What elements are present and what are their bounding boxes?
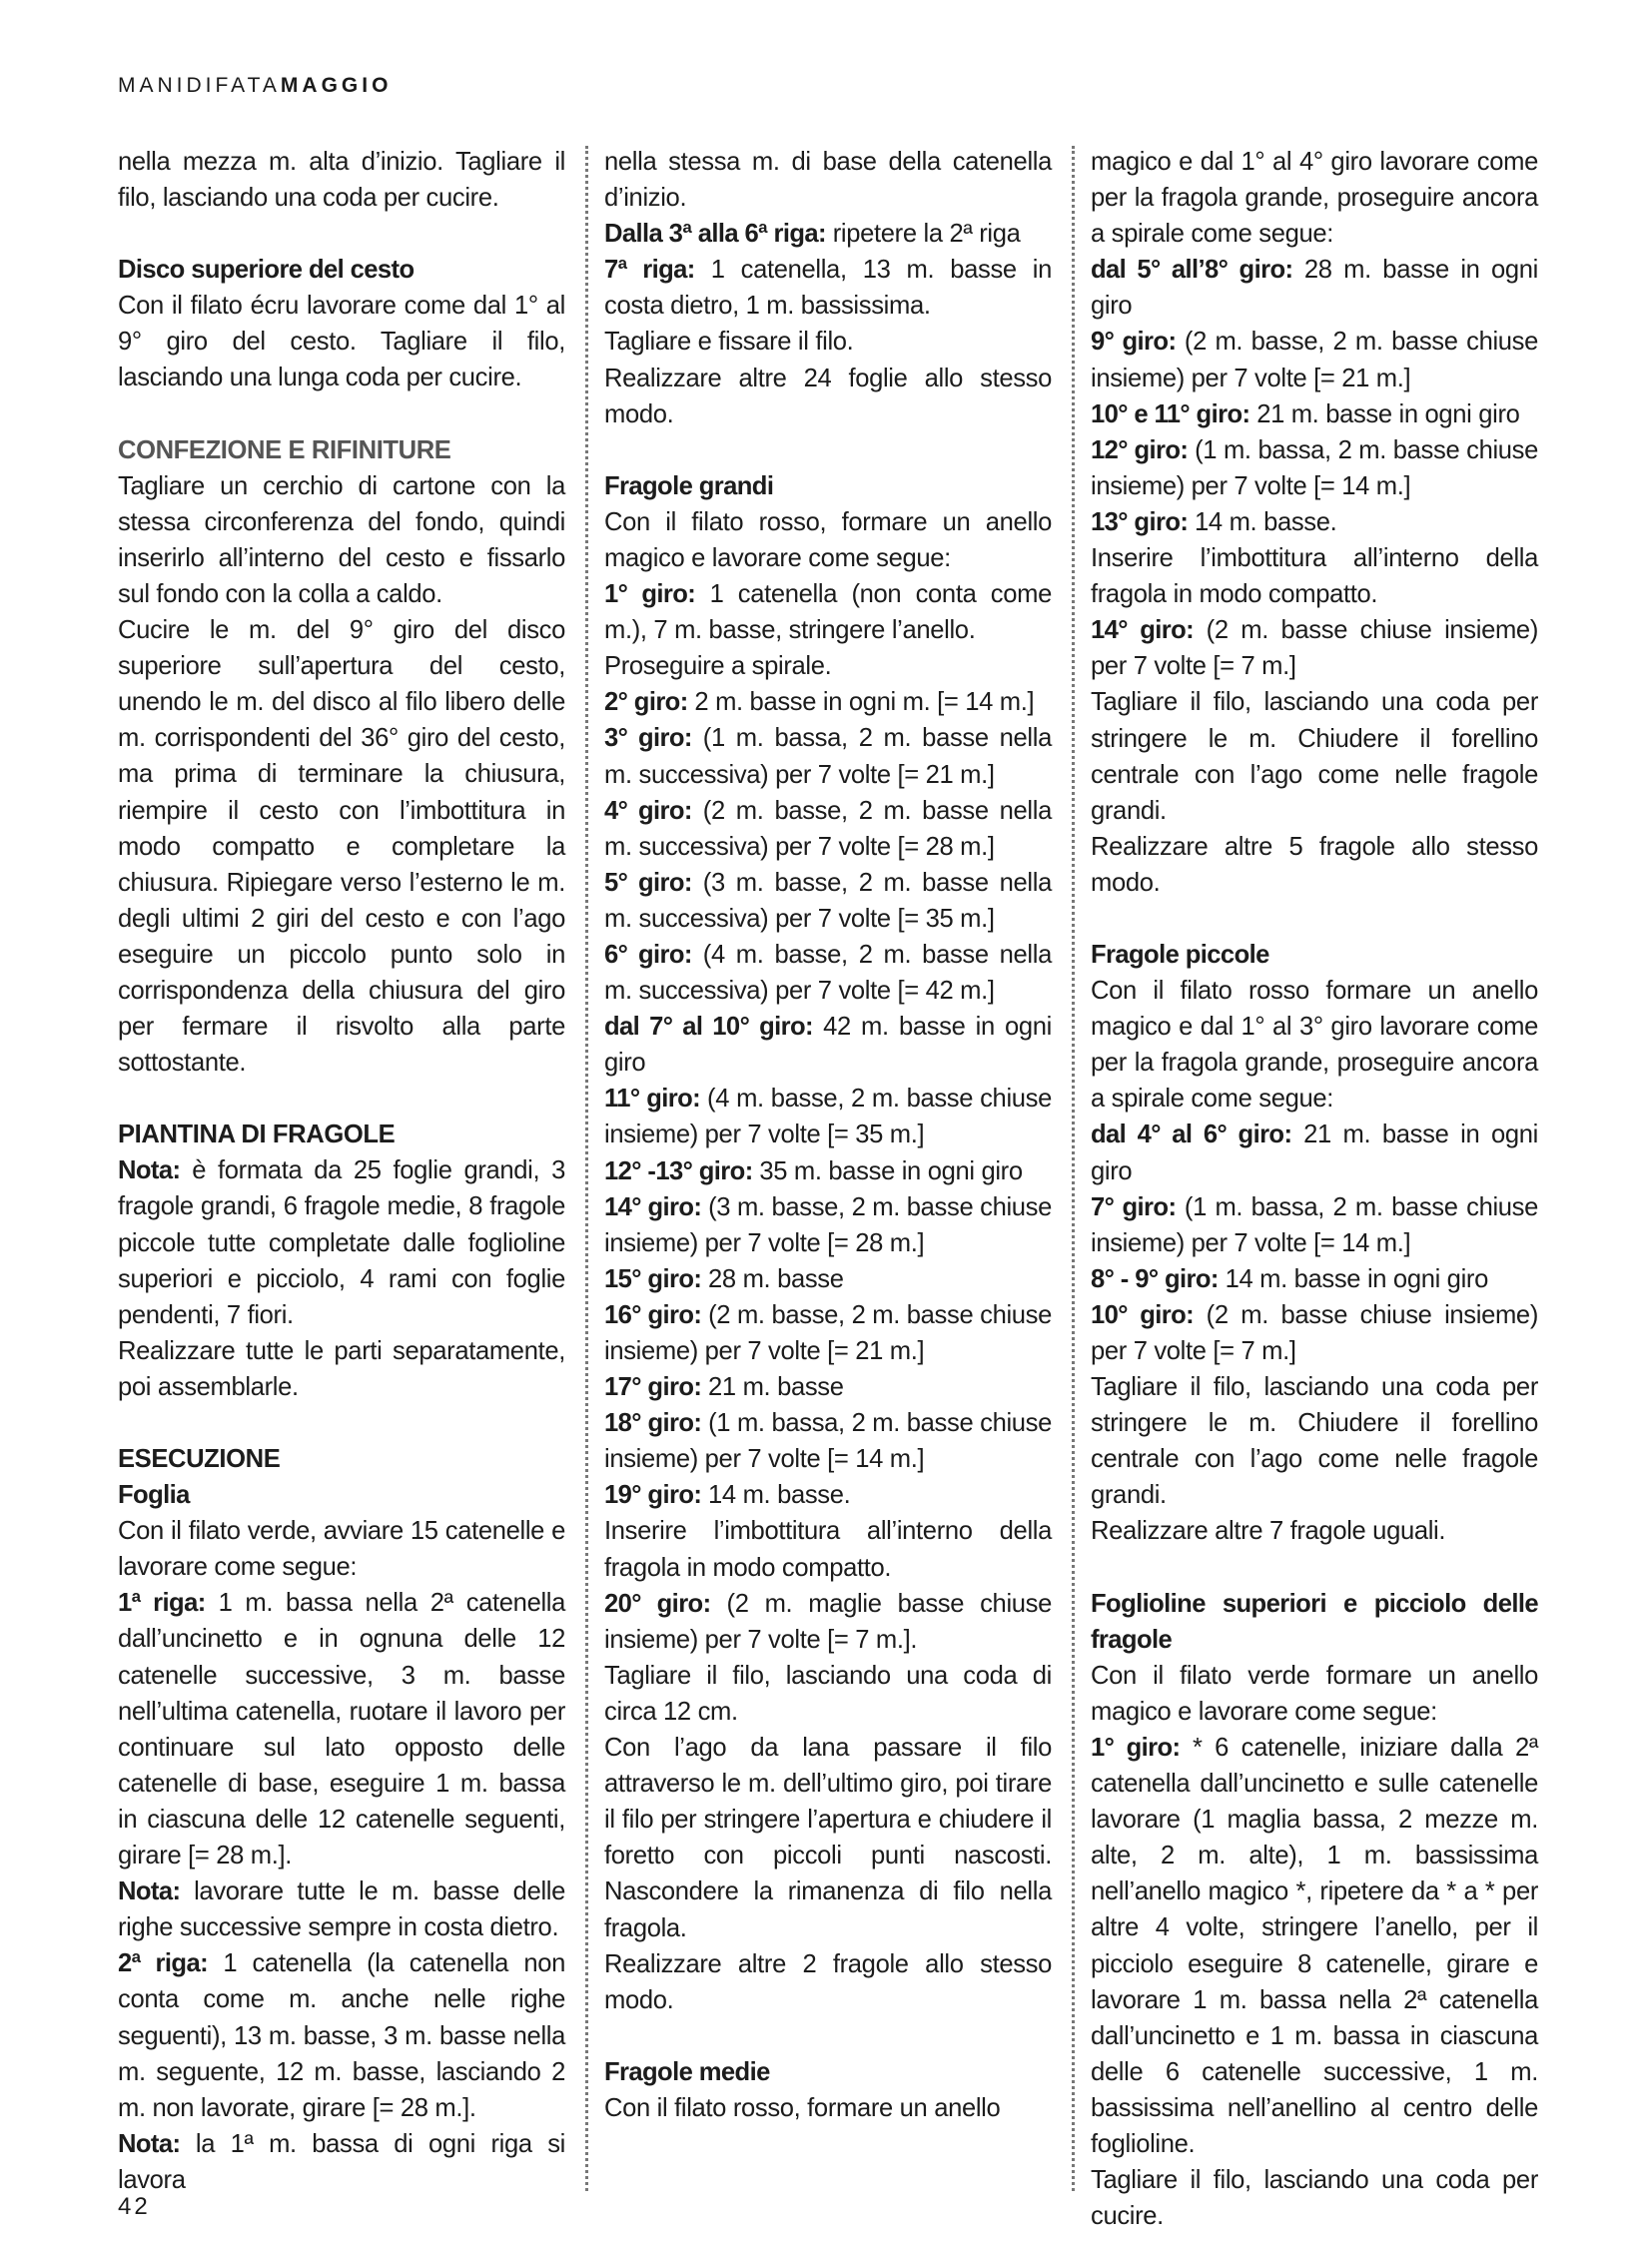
instruction-row: dal 4° al 6° giro: 21 m. basse in ogni giro — [1091, 1120, 1538, 1185]
subheading-fragole-grandi: Fragole grandi — [604, 471, 774, 500]
instruction-row: 4° giro: (2 m. basse, 2 m. basse nella m. successiva) per 7 volte [= 28 m.] — [604, 796, 1052, 861]
instruction-row: 8° - 9° giro: 14 m. basse in ogni giro — [1091, 1264, 1488, 1293]
instruction-row: 5° giro: (3 m. basse, 2 m. basse nella m. successiva) per 7 volte [= 35 m.] — [604, 868, 1052, 933]
paragraph: Tagliare il filo, lasciando una coda per stringere le m. Chiudere il forellino centrale con l’ago come nelle fragole grandi. — [1091, 688, 1538, 825]
note-paragraph: Nota: la 1ª m. bassa di ogni riga si lavora — [118, 2129, 565, 2194]
subheading-foglioline: Foglioline superiori e picciolo delle fragole — [1091, 1589, 1538, 1654]
paragraph: Tagliare un cerchio di cartone con la stessa circonferenza del fondo, quindi inserirlo all’interno del cesto e fissarlo sul fondo con la colla a caldo. — [118, 471, 565, 608]
section-heading-confezione: CONFEZIONE E RIFINITURE — [118, 435, 451, 464]
paragraph: Con il filato verde formare un anello magico e lavorare come segue: — [1091, 1661, 1538, 1726]
instruction-row: 16° giro: (2 m. basse, 2 m. basse chiuse insieme) per 7 volte [= 21 m.] — [604, 1300, 1052, 1365]
instruction-row: 14° giro: (3 m. basse, 2 m. basse chiuse insieme) per 7 volte [= 28 m.] — [604, 1192, 1052, 1257]
instruction-row: 9° giro: (2 m. basse, 2 m. basse chiuse insieme) per 7 volte [= 21 m.] — [1091, 328, 1538, 392]
instruction-row: 11° giro: (4 m. basse, 2 m. basse chiuse insieme) per 7 volte [= 35 m.] — [604, 1085, 1052, 1149]
instruction-row: 20° giro: (2 m. maglie basse chiuse insieme) per 7 volte [= 7 m.]. — [604, 1589, 1052, 1654]
paragraph: Tagliare il filo, lasciando una coda per cucire. — [1091, 2166, 1538, 2231]
column-divider — [1072, 146, 1075, 2191]
instruction-row: 10° giro: (2 m. basse chiuse insieme) per 7 volte [= 7 m.] — [1091, 1300, 1538, 1365]
instruction-row: 19° giro: 14 m. basse. — [604, 1481, 851, 1510]
paragraph: Con il filato verde, avviare 15 catenelle e lavorare come segue: — [118, 1517, 565, 1582]
instruction-row: 3° giro: (1 m. bassa, 2 m. basse nella m. successiva) per 7 volte [= 21 m.] — [604, 724, 1052, 789]
paragraph: Realizzare altre 24 foglie allo stesso modo. — [604, 364, 1052, 428]
instruction-row: Dalla 3ª alla 6ª riga: ripetere la 2ª riga — [604, 220, 1021, 249]
note-paragraph: Nota: lavorare tutte le m. basse delle righe successive sempre in costa dietro. — [118, 1877, 566, 1942]
instruction-row: 18° giro: (1 m. bassa, 2 m. basse chiuse insieme) per 7 volte [= 14 m.] — [604, 1409, 1052, 1474]
instruction-row: dal 7° al 10° giro: 42 m. basse in ogni giro — [604, 1013, 1053, 1078]
instruction-row: 13° giro: 14 m. basse. — [1091, 507, 1337, 536]
paragraph: Realizzare tutte le parti separatamente, poi assemblarle. — [118, 1336, 565, 1401]
paragraph: Con il filato rosso, formare un anello — [604, 2093, 1001, 2122]
paragraph: magico e dal 1° al 4° giro lavorare come per la fragola grande, proseguire ancora a spirale come segue: — [1091, 148, 1538, 249]
instruction-row: 15° giro: 28 m. basse — [604, 1264, 844, 1293]
paragraph: Inserire l’imbottitura all’interno della fragola in modo compatto. — [604, 1517, 1052, 1582]
paragraph: nella mezza m. alta d’inizio. Tagliare il filo, lasciando una coda per cucire. — [118, 148, 565, 213]
page-number: 42 — [118, 2193, 151, 2220]
instruction-row: 17° giro: 21 m. basse — [604, 1373, 844, 1402]
instruction-row: 12° -13° giro: 35 m. basse in ogni giro — [604, 1156, 1023, 1185]
column-divider — [585, 146, 588, 2191]
running-header — [118, 74, 392, 98]
paragraph: Cucire le m. del 9° giro del disco superiore sull’apertura del cesto, unendo le m. del disco al filo libero delle m. corrispondenti del 36° giro del cesto, ma prima di terminare la chiusura, riempire il cesto con l’imbottitura in modo compatto e completare la chiusura. Ripiegare verso l’esterno le m. degli ultimi 2 giri del cesto e con l’ago eseguire un piccolo punto solo in corrispondenza della chiusura del giro per fermare il risvolto alla parte sottostante. — [118, 616, 565, 1078]
paragraph: Realizzare altre 2 fragole allo stesso modo. — [604, 1949, 1052, 2014]
magazine-name: MANIDIFATA — [118, 74, 281, 97]
instruction-row: 7° giro: (1 m. bassa, 2 m. basse chiuse insieme) per 7 volte [= 14 m.] — [1091, 1192, 1538, 1257]
instruction-row: 6° giro: (4 m. basse, 2 m. basse nella m. successiva) per 7 volte [= 42 m.] — [604, 940, 1052, 1006]
issue-month: MAGGIO — [280, 74, 393, 97]
instruction-row: 2ª riga: 1 catenella (la catenella non conta come m. anche nelle righe seguenti), 13 m. basse, 3 m. basse nella m. seguente, 12 m. basse, lasciando 2 m. non lavorate, girare [= 28 m.]. — [118, 1949, 565, 2122]
paragraph: Realizzare altre 7 fragole uguali. — [1091, 1517, 1446, 1546]
paragraph: Tagliare il filo, lasciando una coda di circa 12 cm. — [604, 1661, 1052, 1726]
text-column-2 — [604, 144, 1052, 2126]
instruction-row: 10° e 11° giro: 21 m. basse in ogni giro — [1091, 399, 1520, 428]
paragraph: Inserire l’imbottitura all’interno della fragola in modo compatto. — [1091, 544, 1538, 609]
instruction-row: 1ª riga: 1 m. bassa nella 2ª catenella dall’uncinetto e in ognuna delle 12 catenelle successive, 3 m. basse nell’ultima catenella, ruotare il lavoro per continuare sul lato opposto delle catenelle di base, eseguire 1 m. bassa in ciascuna delle 12 catenelle seguenti, girare [= 28 m.]. — [118, 1589, 566, 1870]
paragraph: Con il filato écru lavorare come dal 1° al 9° giro del cesto. Tagliare il filo, lasciando una lunga coda per cucire. — [118, 292, 565, 392]
instruction-row: 1° giro: * 6 catenelle, iniziare dalla 2ª catenella dall’uncinetto e sulle catenelle lavorare (1 maglia bassa, 2 mezze m. alte, 2 m. alte), 1 m. bassissima nell’anello magico *, ripetere da * a * per altre 4 volte, stringere l’anello, per il picciolo eseguire 8 catenelle, girare e lavorare 1 m. bassa nella 2ª catenella dall’uncinetto e 1 m. bassa in ciascuna delle 6 catenelle successive, 1 m. bassissima nell’anellino al centro delle foglioline. — [1091, 1733, 1538, 2158]
note-label: Nota: — [118, 1156, 181, 1185]
subheading-fragole-medie: Fragole medie — [604, 2057, 770, 2086]
paragraph: Con l’ago da lana passare il filo attraverso le m. dell’ultimo giro, poi tirare il filo per stringere l’apertura e chiudere il foretto con piccoli punti nascosti. Nascondere la rimanenza di filo nella fragola. — [604, 1734, 1052, 1942]
section-heading-piantina: PIANTINA DI FRAGOLE — [118, 1120, 396, 1149]
note-paragraph: Nota: è formata da 25 foglie grandi, 3 fragole grandi, 6 fragole medie, 8 fragole piccole tutte completate dalle foglioline superiori e picciolo, 4 rami con foglie pendenti, 7 fiori. — [118, 1156, 566, 1329]
paragraph: Con il filato rosso formare un anello magico e dal 1° al 3° giro lavorare come per la fragola grande, proseguire ancora a spirale come segue: — [1091, 977, 1538, 1114]
section-heading-esecuzione: ESECUZIONE — [118, 1445, 281, 1473]
instruction-row: 12° giro: (1 m. bassa, 2 m. basse chiuse insieme) per 7 volte [= 14 m.] — [1091, 435, 1538, 500]
section-heading-disco: Disco superiore del cesto — [118, 256, 414, 285]
instruction-row: dal 5° all’8° giro: 28 m. basse in ogni giro — [1091, 256, 1538, 321]
instruction-row: 7ª riga: 1 catenella, 13 m. basse in costa dietro, 1 m. bassissima. — [604, 256, 1053, 321]
text-column-1 — [118, 144, 565, 2198]
subheading-fragole-piccole: Fragole piccole — [1091, 940, 1269, 969]
paragraph: nella stessa m. di base della catenella d’inizio. — [604, 148, 1052, 213]
paragraph: Con il filato rosso, formare un anello magico e lavorare come segue: — [604, 507, 1052, 572]
paragraph: Tagliare il filo, lasciando una coda per stringere le m. Chiudere il forellino centrale con l’ago come nelle fragole grandi. — [1091, 1373, 1538, 1510]
instruction-row: 2° giro: 2 m. basse in ogni m. [= 14 m.] — [604, 688, 1035, 717]
paragraph: Proseguire a spirale. — [604, 652, 832, 681]
subheading-foglia: Foglia — [118, 1481, 190, 1510]
instruction-row: 14° giro: (2 m. basse chiuse insieme) per 7 volte [= 7 m.] — [1091, 616, 1538, 681]
paragraph: Tagliare e fissare il filo. — [604, 328, 854, 357]
text-column-3 — [1091, 144, 1538, 2234]
paragraph: Realizzare altre 5 fragole allo stesso modo. — [1091, 832, 1538, 897]
instruction-row: 1° giro: 1 catenella (non conta come m.), 7 m. basse, stringere l’anello. — [604, 580, 1052, 645]
